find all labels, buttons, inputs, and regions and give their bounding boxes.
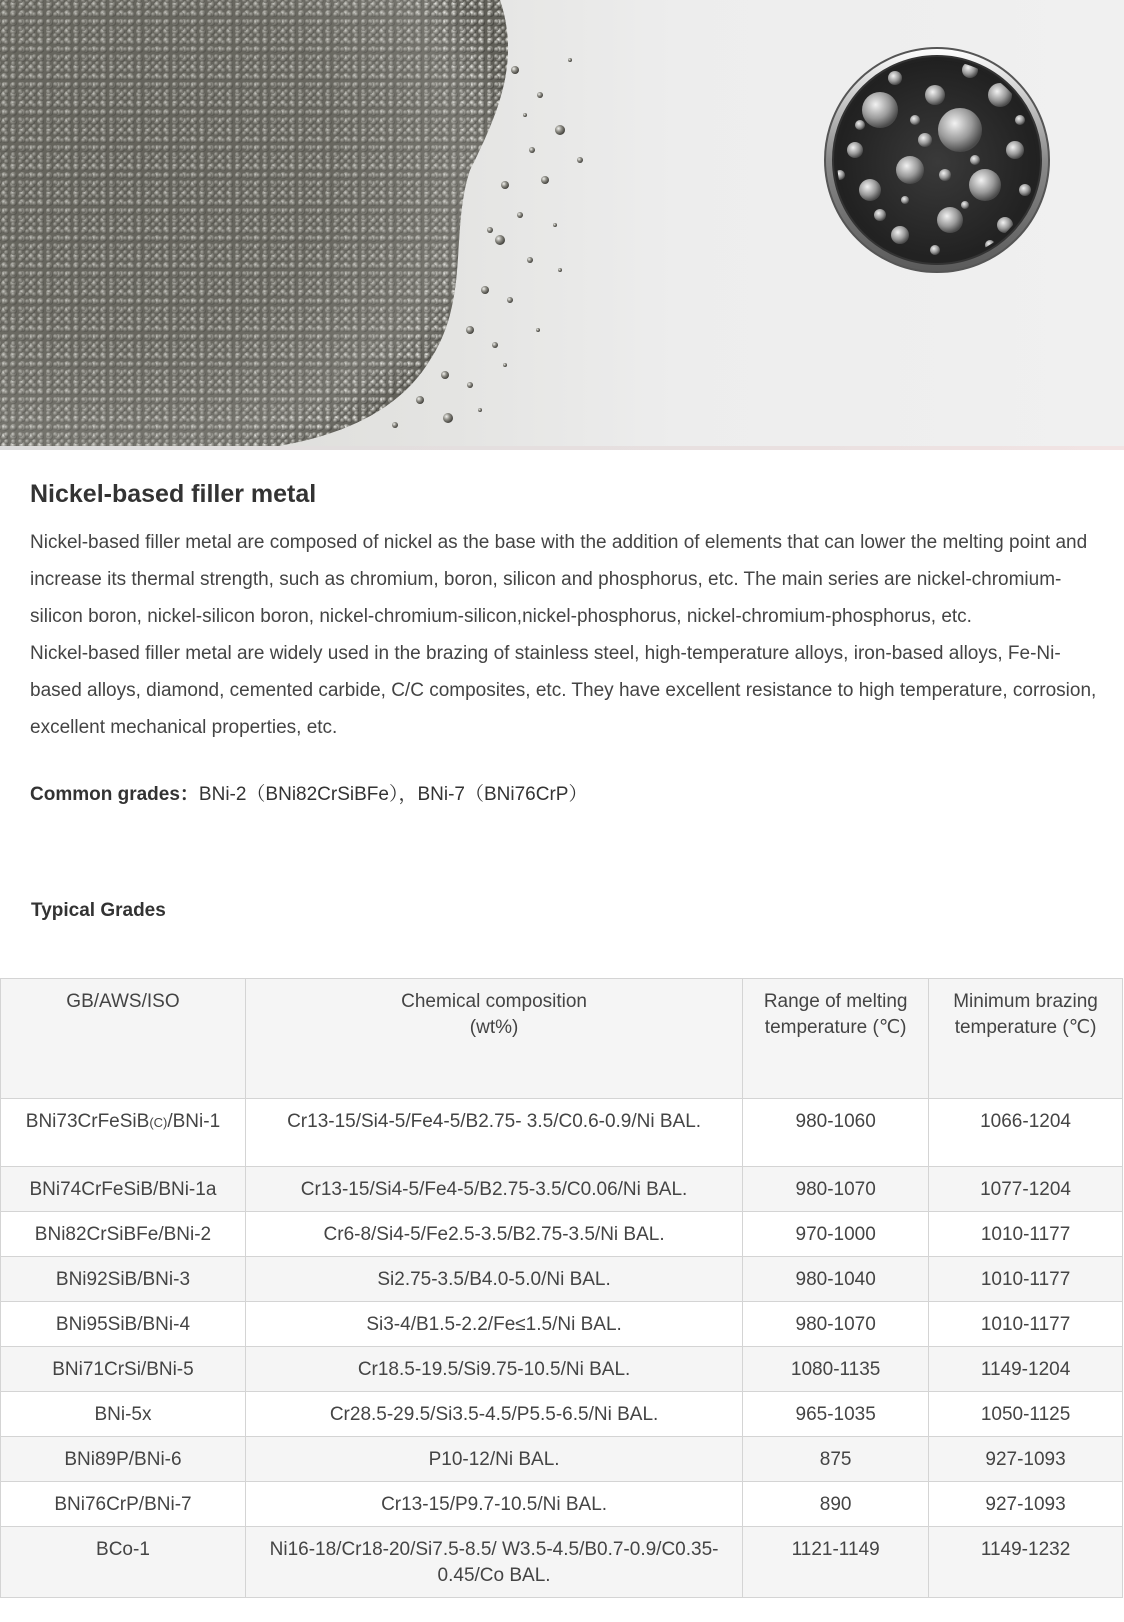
cell-grade: BNi74CrFeSiB/BNi-1a (1, 1167, 246, 1212)
microscopy-inset (825, 48, 1049, 272)
cell-grade: BNi-5x (1, 1392, 246, 1437)
cell-composition: Cr13-15/Si4-5/Fe4-5/B2.75- 3.5/C0.6-0.9/Ni BAL. (245, 1099, 742, 1167)
cell-composition: Cr13-15/P9.7-10.5/Ni BAL. (245, 1482, 742, 1527)
cell-melting: 980-1060 (743, 1099, 929, 1167)
cell-grade: BNi73CrFeSiB(C)/BNi-1 (1, 1099, 246, 1167)
table-row (1, 1437, 1123, 1482)
cell-brazing: 1010-1177 (929, 1257, 1123, 1302)
header-composition-text: Chemical composition (wt%) (401, 991, 587, 1038)
table-row (1, 1347, 1123, 1392)
cell-composition: Cr13-15/Si4-5/Fe4-5/B2.75-3.5/C0.06/Ni BAL. (245, 1167, 742, 1212)
table-row (1, 1392, 1123, 1437)
table-header-row (1, 979, 1123, 1099)
cell-grade: BNi89P/BNi-6 (1, 1437, 246, 1482)
powder-illustration (0, 0, 1124, 450)
table-row (1, 1099, 1123, 1167)
cell-composition: Cr18.5-19.5/Si9.75-10.5/Ni BAL. (245, 1347, 742, 1392)
header-grade: GB/AWS/ISO (1, 979, 246, 1099)
cell-brazing: 1077-1204 (929, 1167, 1123, 1212)
table-row (1, 1257, 1123, 1302)
header-brazing: Minimum brazing temperature (℃) (929, 979, 1123, 1099)
cell-melting: 980-1070 (743, 1302, 929, 1347)
cell-brazing: 1149-1232 (929, 1527, 1123, 1598)
cell-grade: BNi92SiB/BNi-3 (1, 1257, 246, 1302)
cell-melting: 1080-1135 (743, 1347, 929, 1392)
cell-grade: BNi82CrSiBFe/BNi-2 (1, 1212, 246, 1257)
common-grades (30, 780, 1100, 810)
cell-grade: BNi76CrP/BNi-7 (1, 1482, 246, 1527)
cell-composition: P10-12/Ni BAL. (245, 1437, 742, 1482)
article (30, 470, 1100, 810)
grades-table (0, 978, 1123, 1598)
cell-brazing: 927-1093 (929, 1482, 1123, 1527)
cell-melting: 965-1035 (743, 1392, 929, 1437)
common-grades-label: Common grades： (30, 784, 199, 805)
cell-brazing: 1010-1177 (929, 1302, 1123, 1347)
cell-melting: 980-1070 (743, 1167, 929, 1212)
cell-melting: 980-1040 (743, 1257, 929, 1302)
table-row (1, 1212, 1123, 1257)
hero-banner-image (0, 0, 1124, 450)
application-paragraph: Nickel-based filler metal are widely used in the brazing of stainless steel, high-temperature alloys, iron-based alloys, Fe-Ni-based alloys, diamond, cemented carbide, C/C composites, etc. They have excellent resistance to high temperature, corrosion, excellent mechanical properties, etc. (30, 643, 1097, 738)
cell-brazing: 1066-1204 (929, 1099, 1123, 1167)
intro-paragraph: Nickel-based filler metal are composed of nickel as the base with the addition of elements that can lower the melting point and increase its thermal strength, such as chromium, boron, silicon and phosphorus, etc. The main series are nickel-chromium-silicon boron, nickel-silicon boron, nickel-chromium-silicon,nickel-phosphorus, nickel-chromium-phosphorus, etc. (30, 532, 1088, 627)
header-composition (245, 979, 742, 1099)
table-row (1, 1167, 1123, 1212)
cell-composition: Si3-4/B1.5-2.2/Fe≤1.5/Ni BAL. (245, 1302, 742, 1347)
cell-melting: 970-1000 (743, 1212, 929, 1257)
cell-melting: 890 (743, 1482, 929, 1527)
cell-grade: BNi71CrSi/BNi-5 (1, 1347, 246, 1392)
cell-composition: Si2.75-3.5/B4.0-5.0/Ni BAL. (245, 1257, 742, 1302)
typical-grades-heading: Typical Grades (31, 900, 166, 921)
cell-melting: 875 (743, 1437, 929, 1482)
table-row (1, 1527, 1123, 1598)
cell-brazing: 927-1093 (929, 1437, 1123, 1482)
cell-composition: Ni16-18/Cr18-20/Si7.5-8.5/ W3.5-4.5/B0.7-0.9/C0.35-0.45/Co BAL. (245, 1527, 742, 1598)
cell-composition: Cr6-8/Si4-5/Fe2.5-3.5/B2.75-3.5/Ni BAL. (245, 1212, 742, 1257)
table-row (1, 1482, 1123, 1527)
cell-brazing: 1149-1204 (929, 1347, 1123, 1392)
cell-melting: 1121-1149 (743, 1527, 929, 1598)
cell-grade: BCo-1 (1, 1527, 246, 1598)
common-grades-value: BNi-2（BNi82CrSiBFe），BNi-7（BNi76CrP） (198, 784, 588, 805)
cell-brazing: 1010-1177 (929, 1212, 1123, 1257)
cell-brazing: 1050-1125 (929, 1392, 1123, 1437)
page-title: Nickel-based filler metal (30, 480, 317, 508)
table-row (1, 1302, 1123, 1347)
cell-composition: Cr28.5-29.5/Si3.5-4.5/P5.5-6.5/Ni BAL. (245, 1392, 742, 1437)
cell-grade: BNi95SiB/BNi-4 (1, 1302, 246, 1347)
header-melting: Range of melting temperature (℃) (743, 979, 929, 1099)
